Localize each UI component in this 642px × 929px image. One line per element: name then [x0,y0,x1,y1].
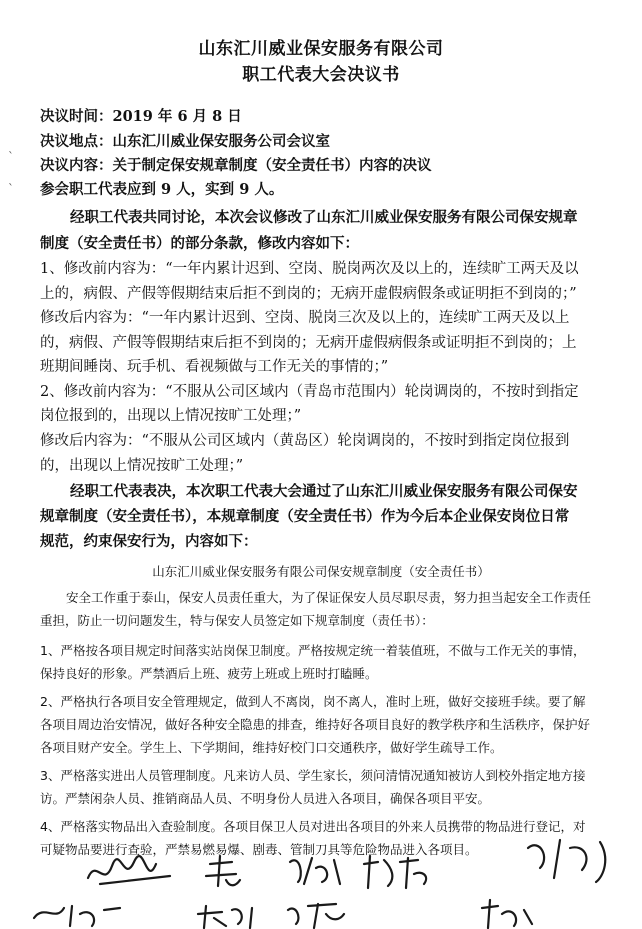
rules-line: 访。严禁闲杂人员、推销商品人员、不明身份人员进入各项目，确保各项目平安。 [40,791,491,806]
signature-7 [198,906,252,928]
resolution-time: 决议时间：2019 年 6 月 8 日 [40,108,242,125]
signature-2 [206,856,240,886]
company-title: 山东汇川威业保安服务有限公司 [198,39,444,59]
rules-line: 1、严格按各项目规定时间落实站岗保卫制度。严格按规定统一着装值班，不做与工作无关的事情， [40,643,586,658]
body-line: 制度（安全责任书）的部分条款，修改内容如下： [40,235,359,252]
margin-mark: ˋ [8,150,14,164]
signature-1 [88,856,170,884]
body-line: 规章制度（安全责任书），本规章制度（安全责任书）作为今后本企业保安岗位日常 [40,508,570,525]
attendance: 参会职工代表应到 9 人，实到 9 人。 [40,181,284,198]
signature-8 [288,904,344,928]
rules-line: 保持良好的形象。严禁酒后上班、疲劳上班或上班时打瞌睡。 [40,666,378,681]
rules-line: 安全工作重于泰山，保安人员责任重大，为了保证保安人员尽职尽责，努力担当起安全工作责任 [66,590,592,605]
body-line: 经职工代表表决，本次职工代表大会通过了山东汇川威业保安服务有限公司保安 [70,483,578,500]
signature-5 [528,840,605,882]
body-line: 规范，约束保安行为，内容如下： [40,533,258,550]
body-line: 上的，病假、产假等假期结束后拒不到岗的；无病开虚假病假条或证明拒不到岗的；” [40,286,577,302]
rules-line: 可疑物品要进行查验，严禁易燃易爆、剧毒、管制刀具等危险物品进入各项目。 [40,842,478,857]
signature-6 [34,906,120,926]
body-line: 的，病假、产假等假期结束后拒不到岗的；无病开虚假病假条或证明拒不到岗的；上 [40,335,577,351]
rules-line: 各项目周边治安情况，做好各种安全隐患的排查，维持好各项目良好的教学秩序和生活秩序，保护好 [40,717,591,732]
signatures-area [0,818,642,929]
rules-line: 各项目财产安全。学生上、下学期间，维持好校门口交通秩序，做好学生疏导工作。 [40,740,503,755]
resolution-content: 决议内容：关于制定保安规章制度（安全责任书）内容的决议 [40,157,432,174]
body-line: 2、修改前内容为：“不服从公司区域内（青岛市范围内）轮岗调岗的，不按时到指定 [40,384,579,400]
body-line: 1、修改前内容为：“一年内累计迟到、空岗、脱岗两次及以上的，连续旷工两天及以 [40,261,579,277]
rules-title: 山东汇川威业保安服务有限公司保安规章制度（安全责任书） [152,564,490,579]
body-line: 修改后内容为：“不服从公司区域内（黄岛区）轮岗调岗的，不按时到指定岗位报到 [40,433,570,449]
signature-9 [482,900,532,928]
rules-line: 3、严格落实进出人员管理制度。凡来访人员、学生家长，须问清情况通知被访人到校外指定地方接 [40,768,586,783]
rules-line: 2、严格执行各项目安全管理规定，做到人不离岗，岗不离人，准时上班，做好交接班手续。要了解 [40,694,586,709]
body-line: 班期间睡岗、玩手机、看视频做与工作无关的事情的；” [40,359,389,375]
rules-line: 重担，防止一切问题发生，特与保安人员签定如下规章制度（责任书）： [40,613,434,628]
signatures-scribbles [0,818,642,929]
document-title: 职工代表大会决议书 [242,65,400,85]
body-line: 修改后内容为：“一年内累计迟到、空岗、脱岗三次及以上的，连续旷工两天及以上 [40,310,570,326]
body-line: 经职工代表共同讨论，本次会议修改了山东汇川威业保安服务有限公司保安规章 [70,209,578,226]
margin-mark: ˋ [8,182,14,196]
resolution-place: 决议地点：山东汇川威业保安服务公司会议室 [40,133,330,150]
signature-4 [364,856,426,888]
signature-3 [290,858,340,884]
body-line: 的，出现以上情况按旷工处理；” [40,458,244,474]
rules-line: 4、严格落实物品出入查验制度。各项目保卫人员对进出各项目的外来人员携带的物品进行登记，对 [40,819,586,834]
body-line: 岗位报到的，出现以上情况按旷工处理；” [40,408,302,424]
